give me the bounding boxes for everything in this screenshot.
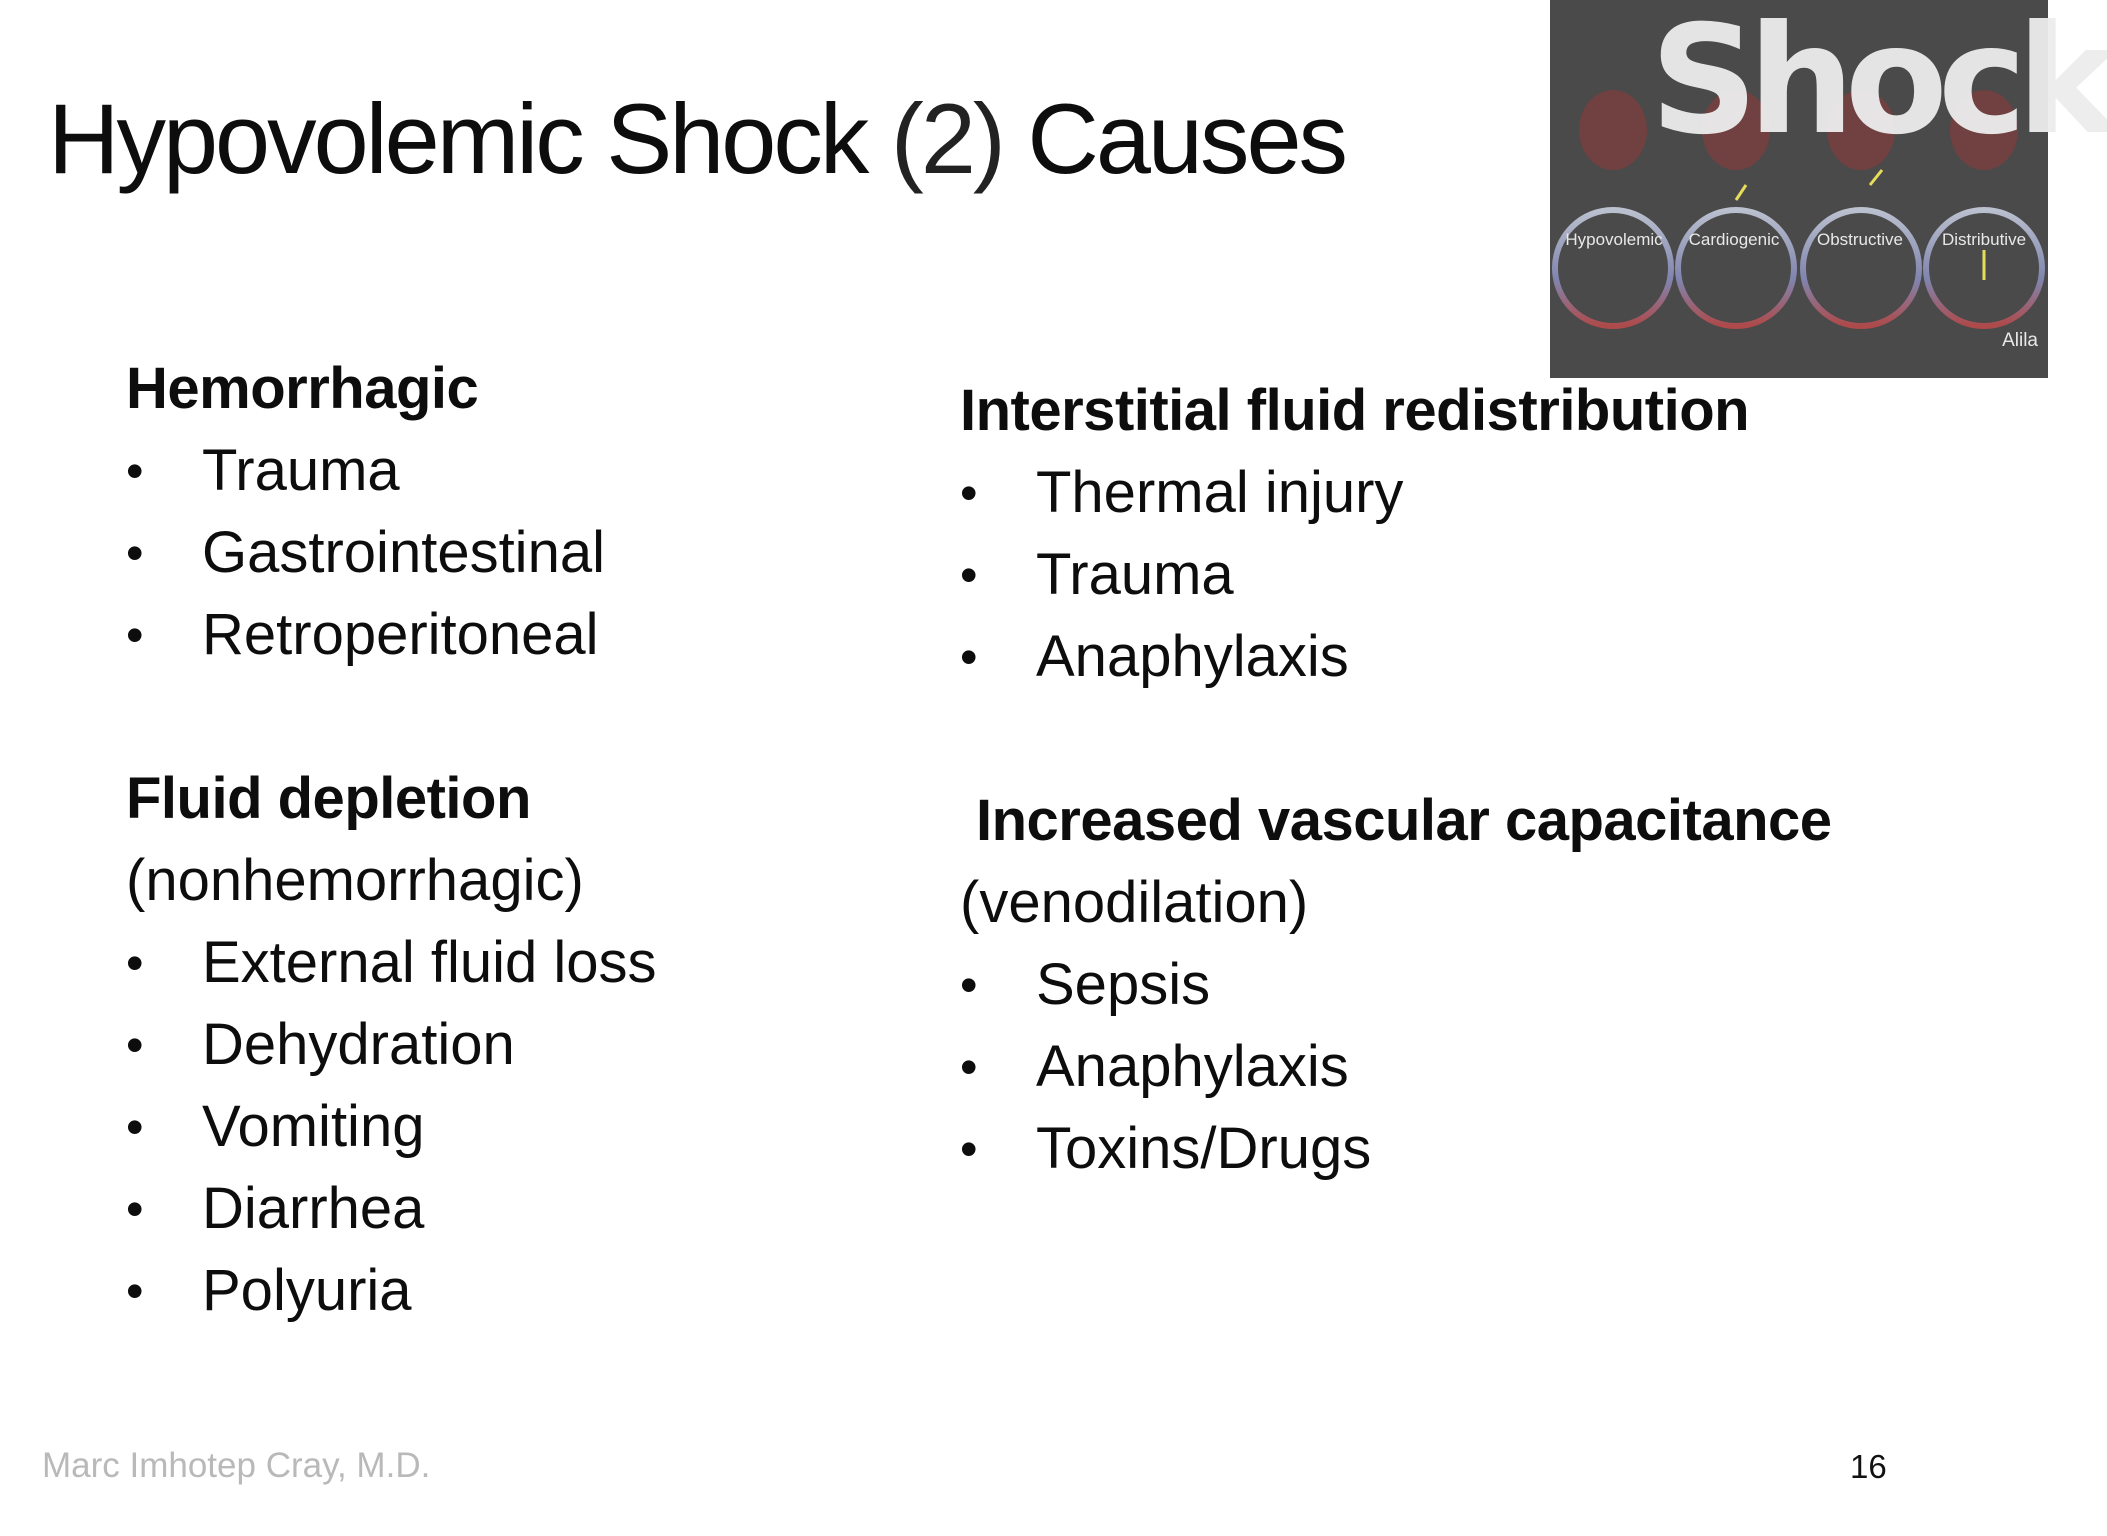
list-item-label: Dehydration — [202, 1012, 515, 1077]
bullet-icon: • — [960, 1039, 978, 1095]
bullet-icon: • — [126, 1099, 144, 1155]
cause-group-fluid-depletion — [126, 758, 657, 1332]
list-item-label: Retroperitoneal — [202, 602, 599, 667]
footer-author: Marc Imhotep Cray, M.D. — [42, 1446, 431, 1485]
shock-type-label: Distributive — [1941, 230, 2027, 249]
list-item-label: Trauma — [1036, 542, 1234, 607]
shock-types-image — [1550, 0, 2107, 378]
shock-type-label: Obstructive — [1817, 230, 1903, 249]
bullet-icon: • — [960, 629, 978, 685]
right-column — [960, 370, 1832, 1190]
bullet-icon: • — [960, 1121, 978, 1177]
list-item-label: External fluid loss — [202, 930, 657, 995]
left-column — [126, 348, 657, 1332]
cause-group-vascular-capacitance — [960, 780, 1832, 1190]
list-item-label: Thermal injury — [1036, 460, 1404, 525]
list-item — [126, 922, 657, 1004]
list-item — [126, 430, 657, 512]
bullet-icon: • — [126, 443, 144, 499]
title-main: Hypovolemic Shock — [48, 83, 867, 194]
cause-group-hemorrhagic — [126, 348, 657, 676]
list-item — [126, 1086, 657, 1168]
brand-logo: Alila — [2002, 330, 2038, 351]
list-item-label: Anaphylaxis — [1036, 624, 1349, 689]
list-item-label: Vomiting — [202, 1094, 425, 1159]
list-item — [126, 1004, 657, 1086]
list-item — [126, 594, 657, 676]
page-number: 16 — [1850, 1448, 1887, 1485]
bullet-icon: • — [960, 957, 978, 1013]
title-tail: Causes — [1027, 83, 1346, 194]
group-heading: Interstitial fluid redistribution — [960, 378, 1750, 443]
cause-group-interstitial — [960, 370, 1832, 698]
bullet-icon: • — [126, 1263, 144, 1319]
list-item — [126, 512, 657, 594]
list-item-label: Trauma — [202, 438, 400, 503]
bullet-icon: • — [126, 1017, 144, 1073]
list-item — [126, 1250, 657, 1332]
list-item-label: Toxins/Drugs — [1036, 1116, 1372, 1181]
list-item-label: Gastrointestinal — [202, 520, 605, 585]
group-subheading: (venodilation) — [960, 870, 1309, 935]
bullet-icon: • — [126, 607, 144, 663]
list-item-label: Anaphylaxis — [1036, 1034, 1349, 1099]
bullet-icon: • — [126, 935, 144, 991]
item-list — [126, 430, 657, 676]
list-item-label: Diarrhea — [202, 1176, 425, 1241]
slide-title — [48, 82, 1345, 196]
list-item — [960, 616, 1832, 698]
item-list — [960, 944, 1832, 1190]
list-item — [960, 452, 1832, 534]
list-item — [960, 534, 1832, 616]
shock-type-label: Cardiogenic — [1688, 230, 1780, 249]
list-item — [960, 1026, 1832, 1108]
bullet-icon: • — [126, 525, 144, 581]
list-item-label: Sepsis — [1036, 952, 1211, 1017]
list-item — [960, 944, 1832, 1026]
group-subheading: (nonhemorrhagic) — [126, 848, 584, 913]
group-heading: Fluid depletion — [126, 766, 531, 831]
bullet-icon: • — [960, 465, 978, 521]
group-heading: Increased vascular capacitance — [976, 788, 1832, 853]
shock-headline: Shock — [1650, 0, 2107, 168]
list-item — [126, 1168, 657, 1250]
bullet-icon: • — [960, 547, 978, 603]
list-item-label: Polyuria — [202, 1258, 412, 1323]
bullet-icon: • — [126, 1181, 144, 1237]
group-heading: Hemorrhagic — [126, 356, 479, 421]
shock-type-label: Hypovolemic — [1565, 230, 1663, 249]
item-list — [126, 922, 657, 1332]
title-number: (2) — [890, 83, 1003, 194]
item-list — [960, 452, 1832, 698]
list-item — [960, 1108, 1832, 1190]
